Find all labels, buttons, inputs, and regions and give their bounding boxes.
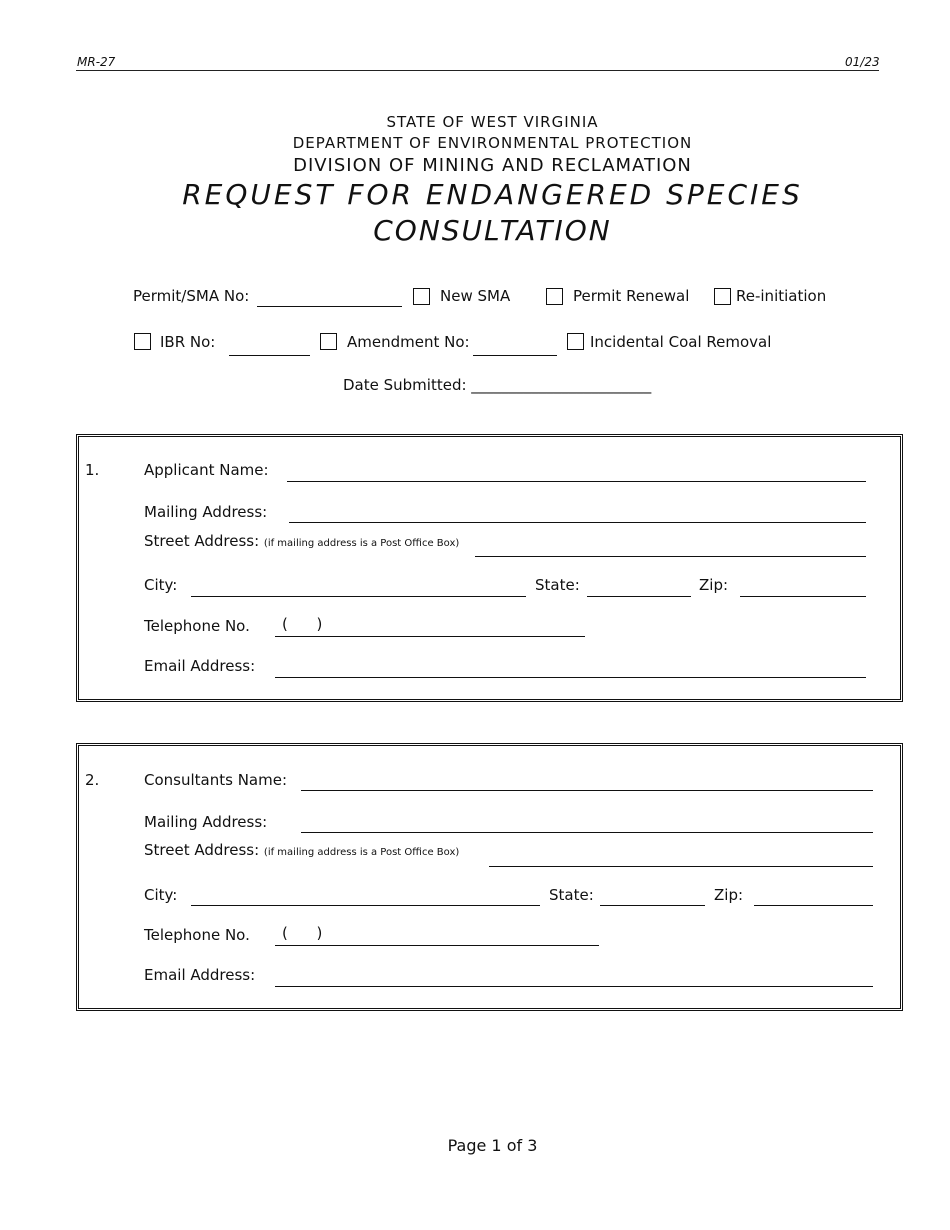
applicant-email-field[interactable]	[275, 677, 866, 678]
applicant-state-field[interactable]	[587, 596, 691, 597]
header-rule	[76, 70, 879, 71]
consultant-city-label: City:	[144, 886, 178, 904]
new-sma-label: New SMA	[440, 287, 511, 305]
section-number: 1.	[85, 461, 100, 479]
consultant-phone-areacode: ( )	[282, 924, 323, 942]
applicant-name-label: Applicant Name:	[144, 461, 269, 479]
consultant-street-field[interactable]	[489, 866, 873, 867]
consultant-street-note: (if mailing address is a Post Office Box)	[263, 847, 460, 858]
applicant-name-field[interactable]	[287, 481, 866, 482]
applicant-email-label: Email Address:	[144, 657, 256, 675]
page-number: Page 1 of 3	[447, 1136, 538, 1155]
consultant-zip-label: Zip:	[714, 886, 744, 904]
applicant-city-label: City:	[144, 576, 178, 594]
applicant-street-field[interactable]	[475, 556, 866, 557]
applicant-street-note: (if mailing address is a Post Office Box)	[263, 538, 460, 549]
permit-sma-label: Permit/SMA No:	[133, 287, 250, 305]
amendment-field[interactable]	[473, 355, 557, 356]
date-submitted[interactable]: Date Submitted: ________________________	[343, 376, 652, 394]
consultant-city-field[interactable]	[191, 905, 540, 906]
form-title-cont: CONSULTATION	[373, 214, 612, 247]
ibr-label: IBR No:	[160, 333, 216, 351]
applicant-phone-field[interactable]	[275, 636, 585, 637]
title-department: DEPARTMENT OF ENVIRONMENTAL PROTECTION	[292, 134, 693, 152]
consultant-email-field[interactable]	[275, 986, 873, 987]
applicant-city-field[interactable]	[191, 596, 526, 597]
consultant-name-field[interactable]	[301, 790, 873, 791]
reinitiation-label: Re-initiation	[736, 287, 827, 305]
consultant-phone-label: Telephone No.	[144, 926, 250, 944]
form-id: MR-27	[77, 55, 116, 69]
incidental-coal-label: Incidental Coal Removal	[590, 333, 772, 351]
form-title: REQUEST FOR ENDANGERED SPECIES	[182, 178, 803, 211]
form-revision: 01/23	[845, 55, 880, 69]
consultant-state-field[interactable]	[600, 905, 705, 906]
consultant-mailing-label: Mailing Address:	[144, 813, 268, 831]
applicant-zip-label: Zip:	[699, 576, 729, 594]
consultant-street-label: Street Address: (if mailing address is a Post Office Box)	[144, 841, 460, 859]
title-state: STATE OF WEST VIRGINIA	[386, 113, 599, 131]
consultant-email-label: Email Address:	[144, 966, 256, 984]
reinitiation-checkbox[interactable]	[714, 288, 731, 305]
consultant-state-label: State:	[549, 886, 594, 904]
section-number: 2.	[85, 771, 100, 789]
ibr-field[interactable]	[229, 355, 310, 356]
permit-sma-field[interactable]	[257, 306, 402, 307]
ibr-checkbox[interactable]	[134, 333, 151, 350]
consultant-zip-field[interactable]	[754, 905, 873, 906]
consultant-phone-field[interactable]	[275, 945, 599, 946]
applicant-phone-areacode: ( )	[282, 615, 323, 633]
amendment-checkbox[interactable]	[320, 333, 337, 350]
amendment-label: Amendment No:	[347, 333, 470, 351]
applicant-mailing-label: Mailing Address:	[144, 503, 268, 521]
title-division: DIVISION OF MINING AND RECLAMATION	[293, 155, 692, 176]
applicant-zip-field[interactable]	[740, 596, 866, 597]
applicant-state-label: State:	[535, 576, 580, 594]
consultant-name-label: Consultants Name:	[144, 771, 287, 789]
applicant-phone-label: Telephone No.	[144, 617, 250, 635]
incidental-coal-checkbox[interactable]	[567, 333, 584, 350]
permit-renewal-checkbox[interactable]	[546, 288, 563, 305]
new-sma-checkbox[interactable]	[413, 288, 430, 305]
applicant-mailing-field[interactable]	[289, 522, 866, 523]
applicant-street-label: Street Address: (if mailing address is a Post Office Box)	[144, 532, 460, 550]
consultant-mailing-field[interactable]	[301, 832, 873, 833]
permit-renewal-label: Permit Renewal	[573, 287, 690, 305]
